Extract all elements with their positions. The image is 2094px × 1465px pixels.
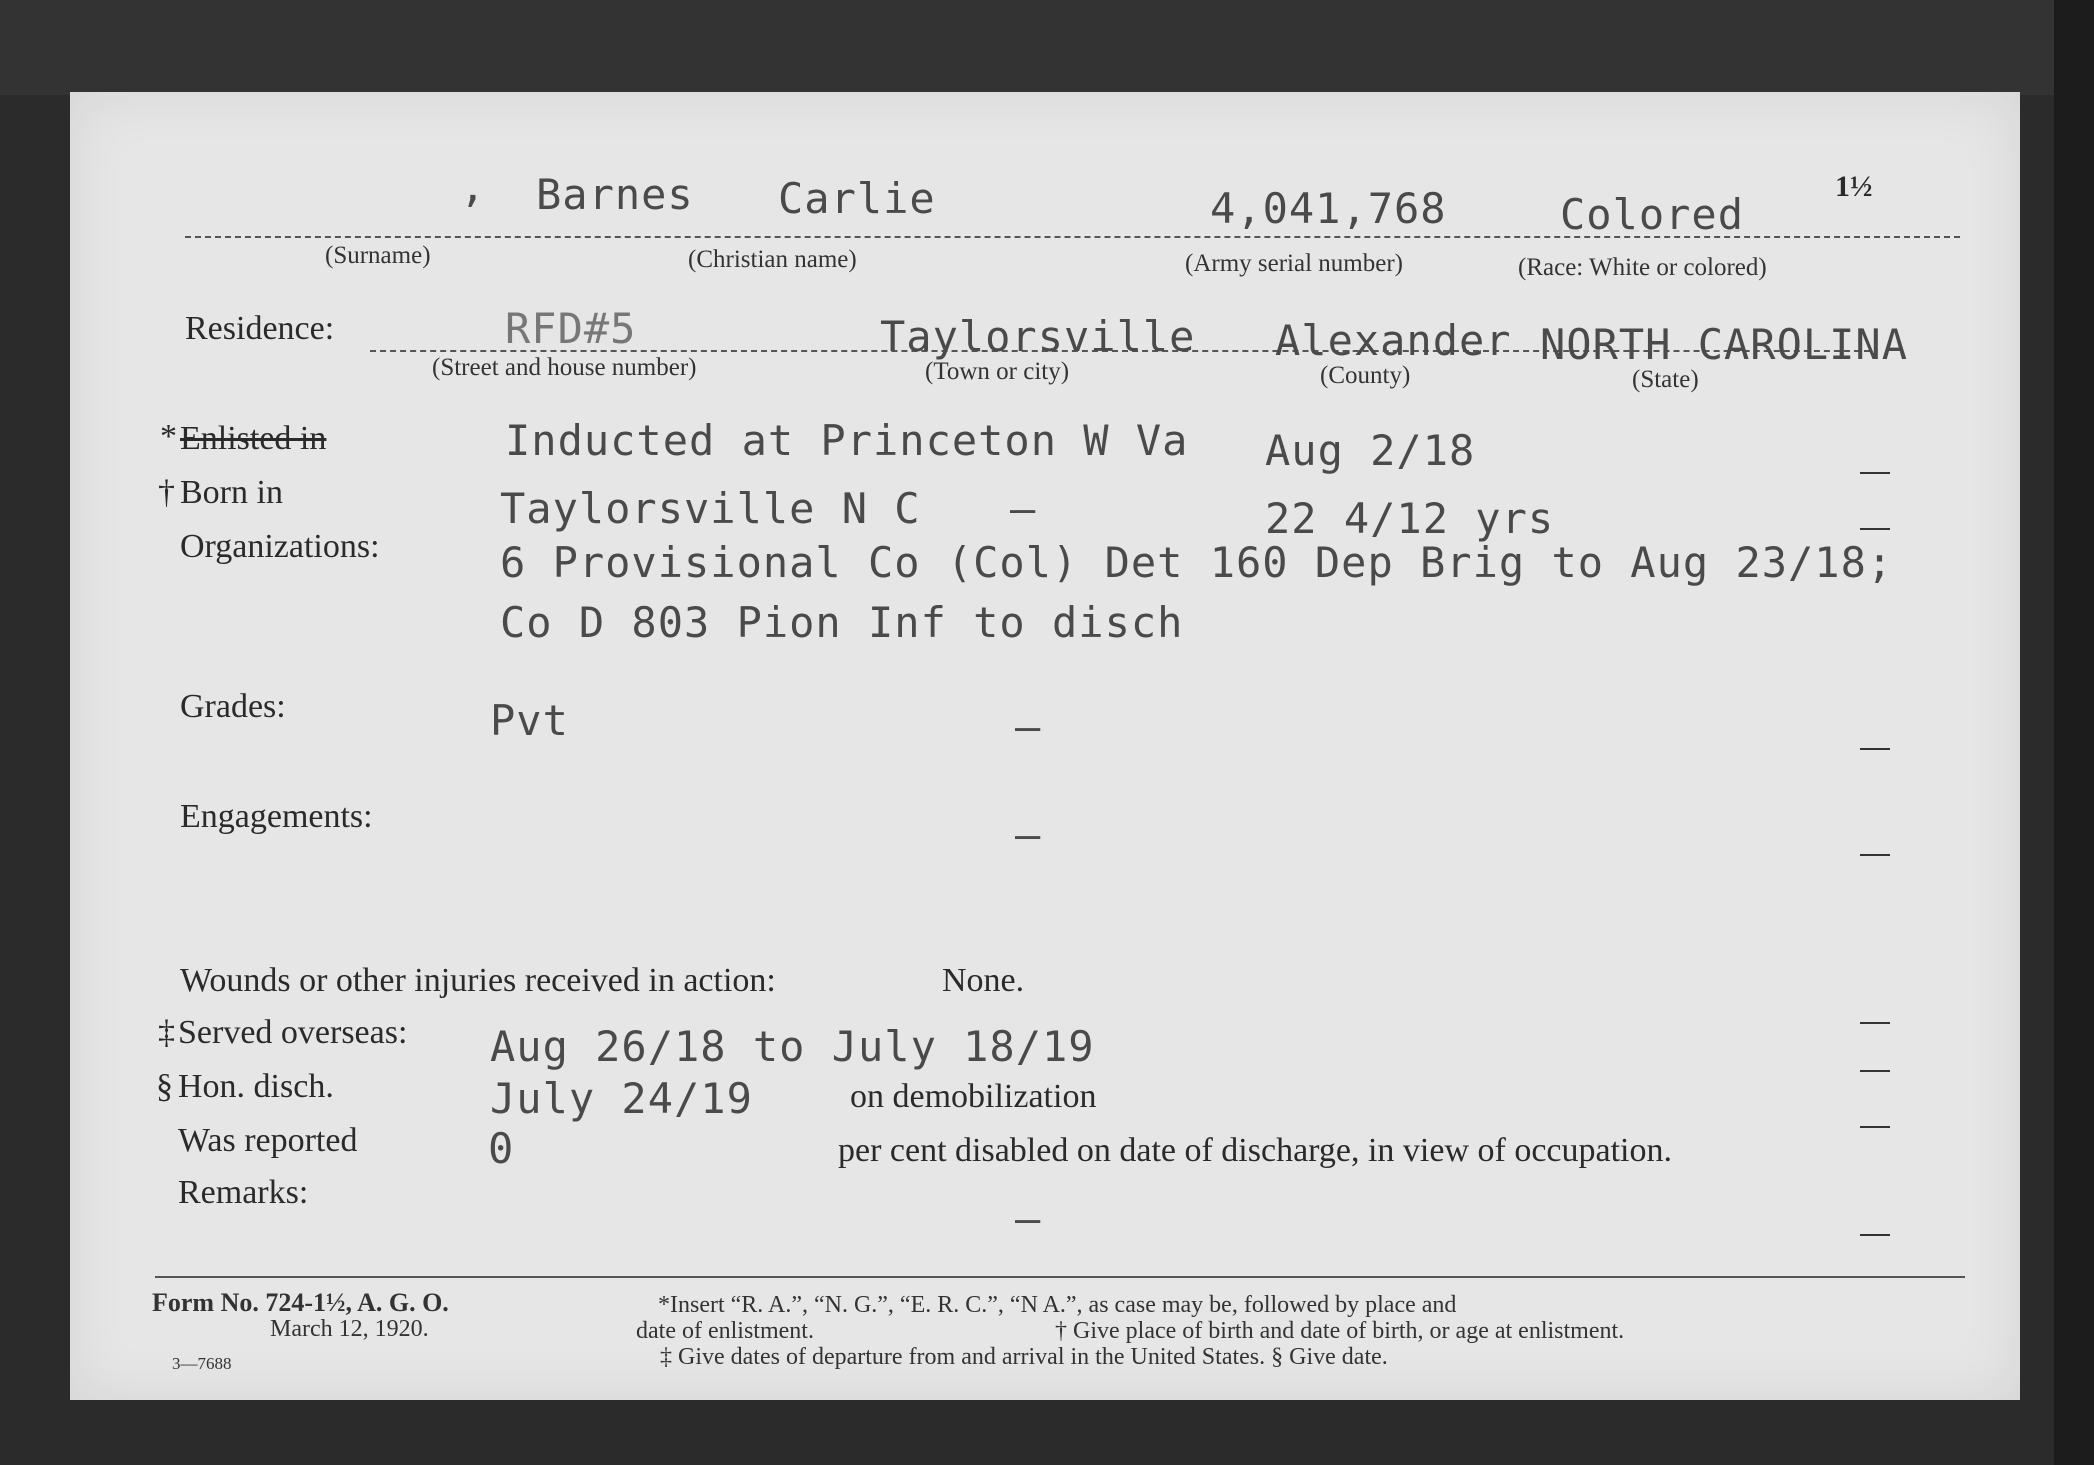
overseas-value: Aug 26/18 to July 18/19 <box>490 1022 1095 1071</box>
race-caption: (Race: White or colored) <box>1518 254 1767 281</box>
service-record-card <box>70 92 2020 1400</box>
engagements-label: Engagements: <box>180 798 373 835</box>
overseas-mark: ‡ <box>158 1014 175 1051</box>
grades-tick <box>1860 748 1890 750</box>
street-value: RFD#5 <box>505 304 637 353</box>
town-caption: (Town or city) <box>925 358 1070 385</box>
wounds-label: Wounds or other injuries received in action: <box>180 962 776 999</box>
form-code: 3—7688 <box>172 1354 232 1373</box>
footnote-overseas: ‡ Give dates of departure from and arrival in the United States. § Give date. <box>660 1344 1388 1370</box>
born-mark: † <box>158 474 175 511</box>
organizations-line1: 6 Provisional Co (Col) Det 160 Dep Brig to Aug 23/18; <box>500 538 1894 587</box>
christian-name-value: Carlie <box>778 174 936 223</box>
surname-value: Barnes <box>536 170 694 219</box>
overseas-label: Served overseas: <box>178 1014 408 1051</box>
surname-caption: (Surname) <box>325 242 431 269</box>
form-number: Form No. 724-1½, A. G. O. <box>152 1288 449 1317</box>
reported-value: 0 <box>488 1124 515 1173</box>
residence-label: Residence: <box>185 310 335 347</box>
born-age: 22 4/12 yrs <box>1265 494 1555 543</box>
form-date: March 12, 1920. <box>270 1316 429 1342</box>
reported-label: Was reported <box>178 1122 358 1159</box>
enlisted-value: Inducted at Princeton W Va <box>505 416 1189 465</box>
discharge-tick <box>1860 1070 1890 1072</box>
enlisted-date: Aug 2/18 <box>1265 426 1476 475</box>
grades-dash: – <box>1015 702 1042 751</box>
organizations-label: Organizations: <box>180 528 380 565</box>
state-caption: (State) <box>1632 366 1699 393</box>
footnote-enlistment: *Insert “R. A.”, “N. G.”, “E. R. C.”, “N A.”, as case may be, followed by place and <box>658 1292 1457 1318</box>
overseas-tick <box>1860 1022 1890 1024</box>
grades-value: Pvt <box>490 696 569 745</box>
enlisted-label: Enlisted in <box>180 420 327 457</box>
grades-label: Grades: <box>180 688 286 725</box>
organizations-line2: Co D 803 Pion Inf to disch <box>500 598 1184 647</box>
remarks-tick <box>1860 1234 1890 1236</box>
remarks-label: Remarks: <box>178 1174 309 1211</box>
discharge-value: July 24/19 <box>490 1074 753 1123</box>
enlisted-tick <box>1860 472 1890 474</box>
leading-mark: , <box>460 162 487 211</box>
town-value: Taylorsville <box>880 312 1196 361</box>
born-dash: – <box>1010 484 1037 533</box>
christian-name-caption: (Christian name) <box>688 246 857 273</box>
header-rule <box>185 236 1960 238</box>
born-value: Taylorsville N C <box>500 484 921 533</box>
county-caption: (County) <box>1320 362 1411 389</box>
discharge-note: on demobilization <box>850 1078 1097 1115</box>
remarks-dash: – <box>1015 1194 1042 1243</box>
engagements-dash: – <box>1015 810 1042 859</box>
race-value: Colored <box>1560 190 1745 239</box>
scan-background-right <box>2054 0 2094 1465</box>
footer-rule <box>155 1276 1965 1278</box>
serial-number-value: 4,041,768 <box>1210 184 1447 233</box>
born-tick <box>1860 528 1890 530</box>
born-label: Born in <box>180 474 283 511</box>
state-value: NORTH CAROLINA <box>1540 320 1909 369</box>
footnote-birth: † Give place of birth and date of birth, or age at enlistment. <box>1055 1318 1625 1344</box>
engagements-tick <box>1860 854 1890 856</box>
reported-text: per cent disabled on date of discharge, in view of occupation. <box>838 1132 1672 1169</box>
footnote-enlistment-cont: date of enlistment. <box>636 1318 814 1344</box>
enlisted-mark: * <box>160 418 177 455</box>
serial-number-caption: (Army serial number) <box>1185 250 1403 277</box>
discharge-mark: § <box>156 1068 173 1105</box>
discharge-label: Hon. disch. <box>178 1068 334 1105</box>
reported-tick <box>1860 1126 1890 1128</box>
county-value: Alexander <box>1275 316 1512 365</box>
wounds-value: None. <box>942 962 1025 999</box>
card-number: 1½ <box>1835 170 1873 203</box>
street-caption: (Street and house number) <box>432 354 697 381</box>
scan-background-top <box>0 0 2094 95</box>
